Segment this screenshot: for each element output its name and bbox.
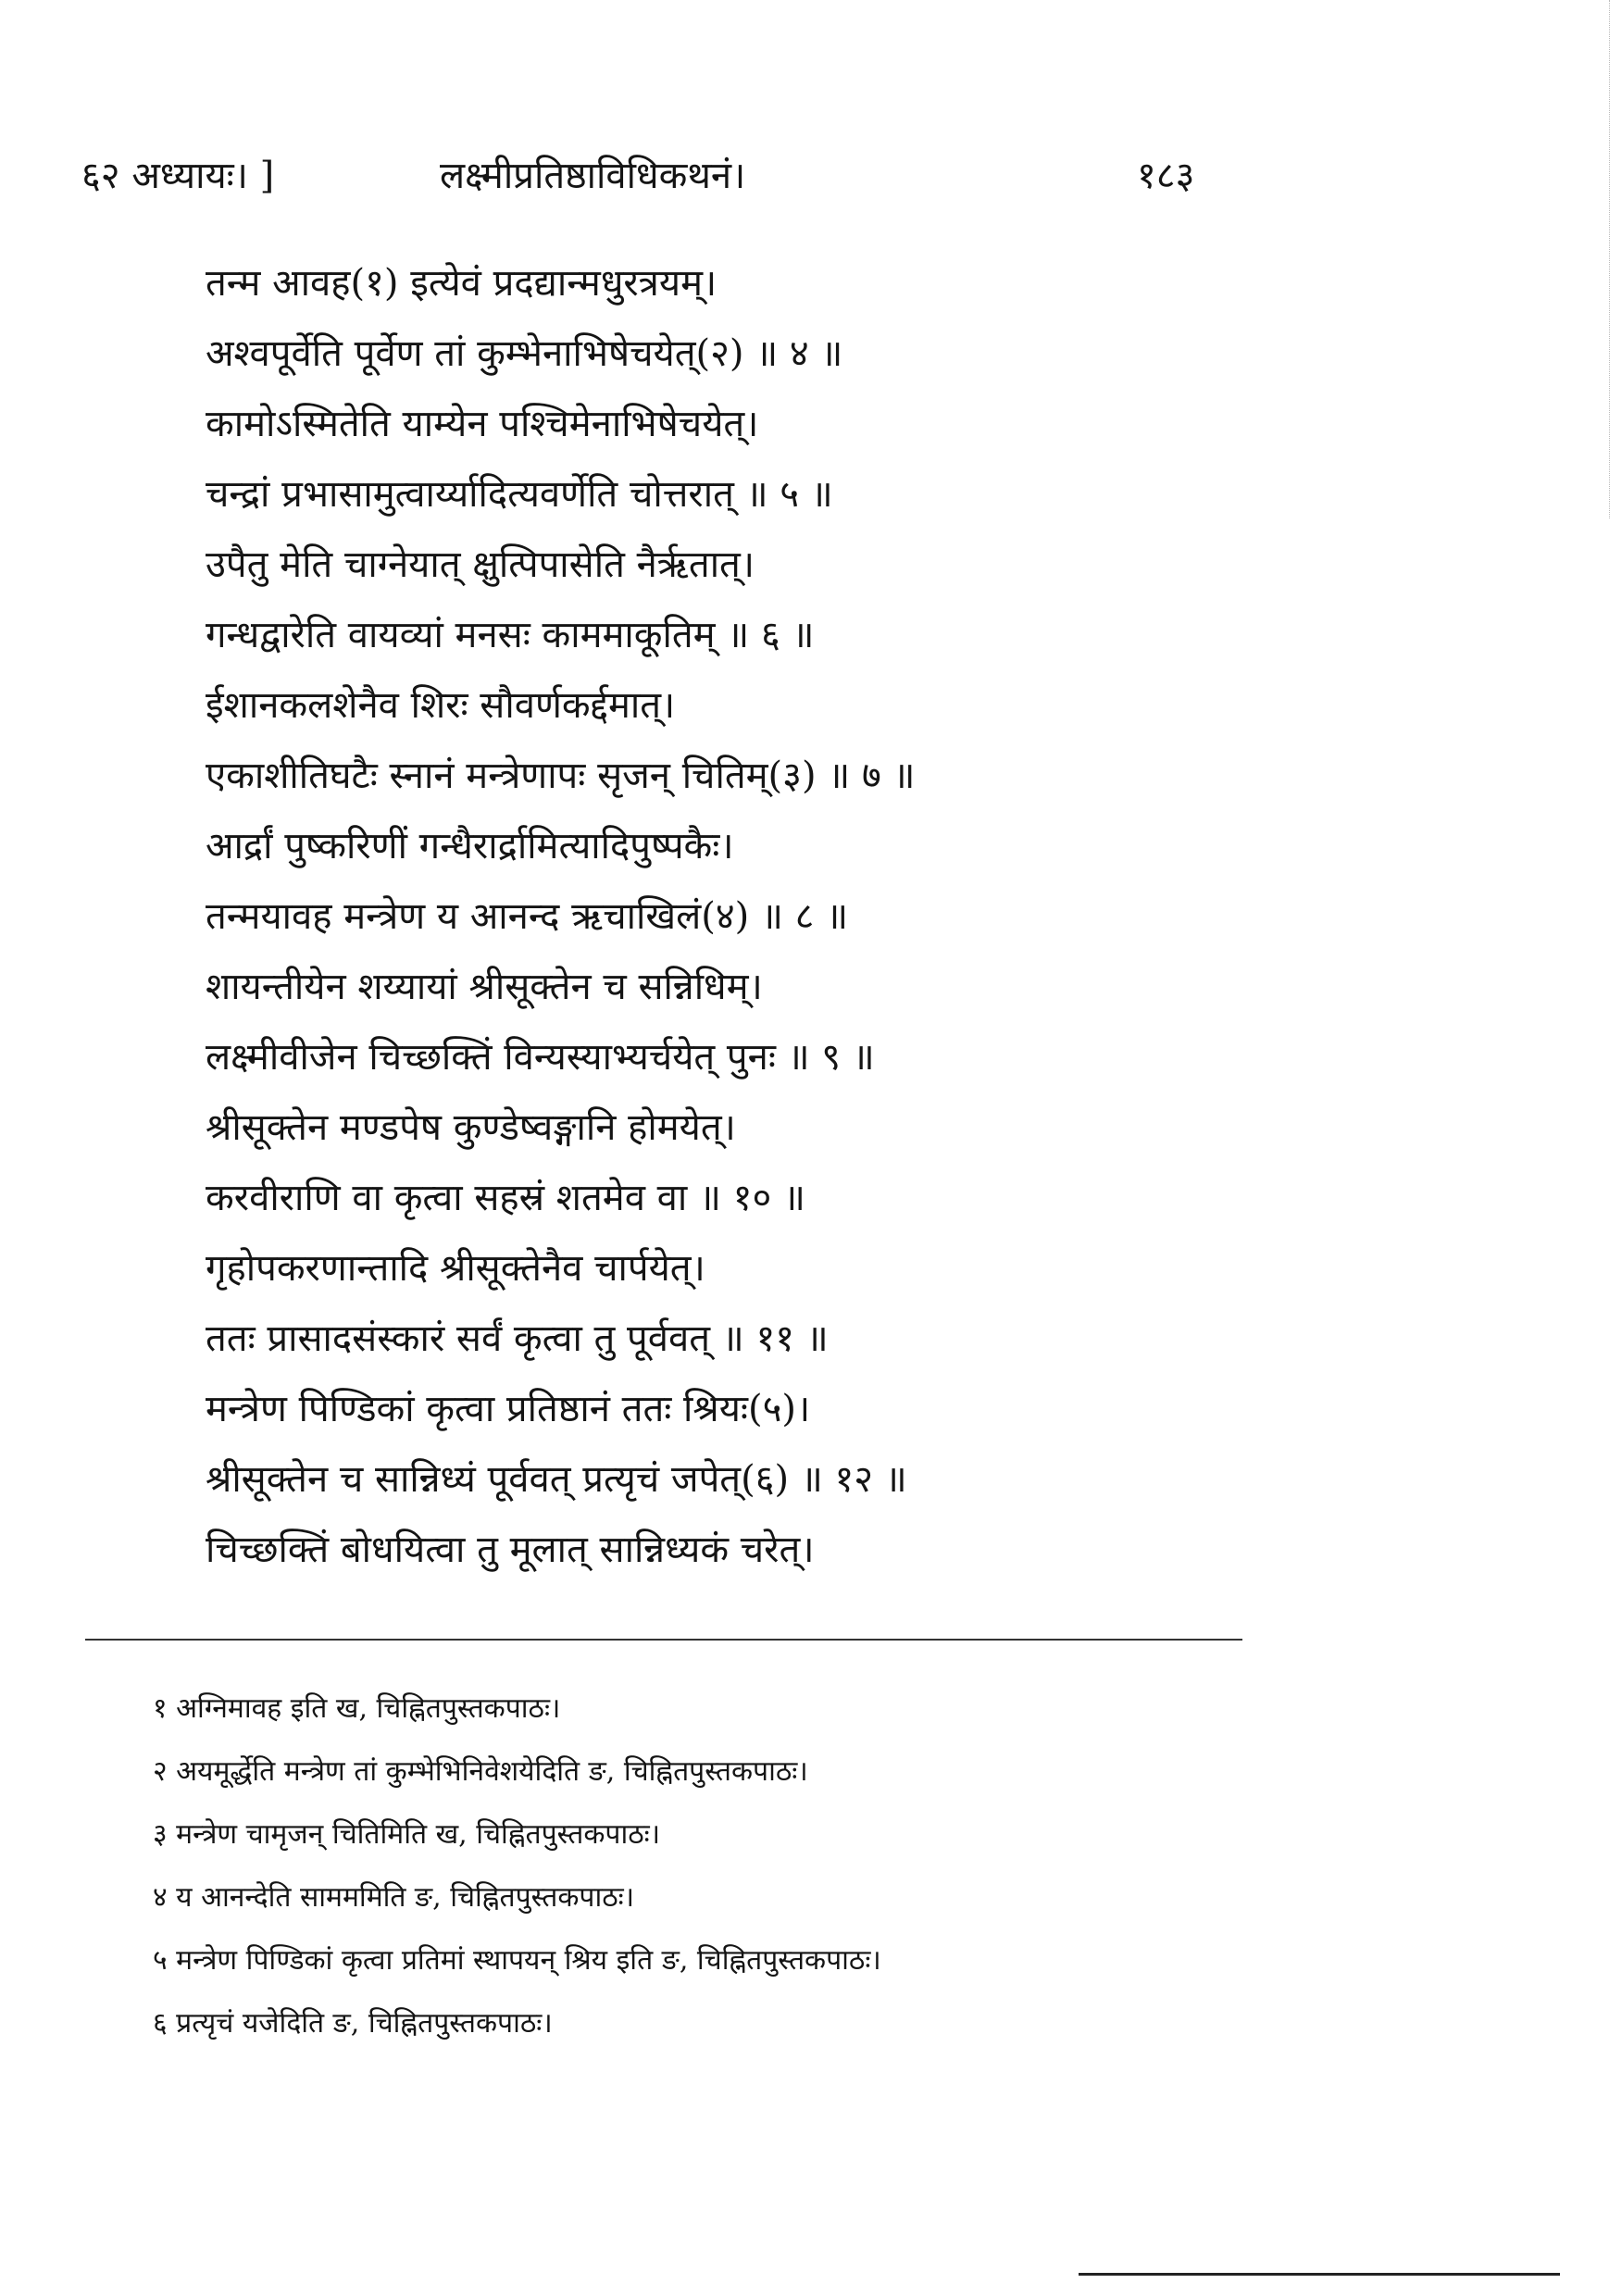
verse-block (206, 248, 1483, 1585)
verse-line: श्रीसूक्तेन च सान्निध्यं पूर्ववत् प्रत्यृचं जपेत्(६) ॥ १२ ॥ (206, 1458, 907, 1501)
verse-line: मन्त्रेण पिण्डिकां कृत्वा प्रतिष्ठानं ततः श्रियः(५)। (206, 1388, 811, 1430)
verse-line: चन्द्रां प्रभासामुत्वार्य्यादित्यवर्णेति चोत्तरात् ॥ ५ ॥ (206, 473, 833, 516)
verse-line: एकाशीतिघटैः स्नानं मन्त्रेणापः सृजन् चितिम्(३) ॥ ७ ॥ (206, 755, 916, 797)
verse-line: शायन्तीयेन शय्यायां श्रीसूक्तेन च सन्निधिम्। (206, 966, 763, 1008)
verse-line: आर्द्रां पुष्करिणीं गन्धैरार्द्रामित्यादिपुष्पकैः। (206, 825, 734, 867)
verse-line: तन्म आवह(१) इत्येवं प्रदद्यान्मधुरत्रयम्। (206, 262, 717, 305)
footnote: ६ प्रत्यृचं यजेदिति ङ, चिह्नितपुस्तकपाठः। (153, 2007, 553, 2040)
verse-line: चिच्छक्तिं बोधयित्वा तु मूलात् सान्निध्यकं चरेत्। (206, 1529, 815, 1571)
footnote: १ अग्निमावह इति ख, चिह्नितपुस्तकपाठः। (153, 1692, 561, 1725)
page-header (0, 148, 1622, 213)
running-title: लक्ष्मीप्रतिष्ठाविधिकथनं। (440, 155, 746, 197)
verse-line: गृहोपकरणान्तादि श्रीसूक्तेनैव चार्पयेत्। (206, 1247, 705, 1290)
verse-line: उपैतु मेति चाग्नेयात् क्षुत्पिपासेति नैर्ऋतात्। (206, 543, 755, 586)
verse-line: गन्धद्वारेति वायव्यां मनसः काममाकूतिम् ॥ ६ ॥ (206, 614, 815, 656)
footnotes (153, 1678, 1495, 2055)
verse-line: करवीराणि वा कृत्वा सहस्रं शतमेव वा ॥ १० ॥ (206, 1177, 805, 1219)
verse-line: ततः प्रासादसंस्कारं सर्वं कृत्वा तु पूर्ववत् ॥ ११ ॥ (206, 1317, 829, 1360)
verse-line: ईशानकलशेनैव शिरः सौवर्णकर्द्दमात्। (206, 684, 676, 727)
verse-line: श्रीसूक्तेन मण्डपेष कुण्डेष्वङ्गानि होमयेत्। (206, 1106, 736, 1149)
verse-line: कामोऽस्मितेति याम्येन पश्चिमेनाभिषेचयेत्। (206, 403, 759, 445)
verse-line: तन्मयावह मन्त्रेण य आनन्द ऋचाखिलं(४) ॥ ८ ॥ (206, 895, 849, 938)
footnote: २ अयमूर्द्धेति मन्त्रेण तां कुम्भेभिनिवेशयेदिति ङ, चिह्नितपुस्तकपाठः। (153, 1755, 808, 1788)
page-number: १८३ (1137, 155, 1195, 197)
verse-line: अश्वपूर्वेति पूर्वेण तां कुम्भेनाभिषेचयेत्(२) ॥ ४ ॥ (206, 332, 843, 375)
footnote: ३ मन्त्रेण चामृजन् चितिमिति ख, चिह्नितपुस्तकपाठः। (153, 1818, 661, 1851)
footnote: ५ मन्त्रेण पिण्डिकां कृत्वा प्रतिमां स्थापयन् श्रिय इति ङ, चिह्नितपुस्तकपाठः। (153, 1944, 881, 1977)
scan-edge-speckle (1609, 0, 1612, 518)
chapter-marker: ६२ अध्यायः। ] (81, 155, 275, 197)
scan-edge-line (1079, 2273, 1560, 2276)
footnote: ४ य आनन्देति सामममिति ङ, चिह्नितपुस्तकपाठः। (153, 1881, 635, 1914)
footnote-divider (85, 1639, 1242, 1641)
verse-line: लक्ष्मीवीजेन चिच्छक्तिं विन्यस्याभ्यर्चयेत् पुनः ॥ ९ ॥ (206, 1036, 875, 1079)
